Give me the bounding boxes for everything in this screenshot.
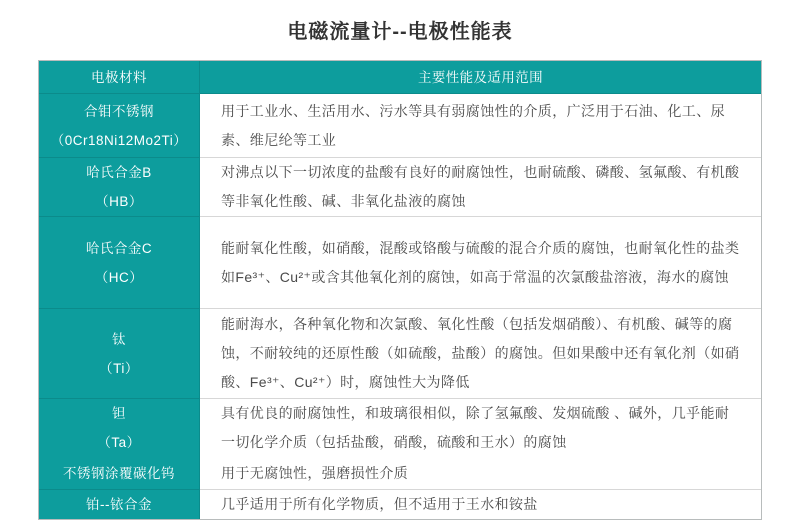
material-name: 哈氏合金C — [85, 240, 153, 256]
material-cell — [39, 490, 200, 519]
performance-text: 用于工业水、生活用水、污水等具有弱腐蚀性的介质，广泛用于石油、化工、尿素、维尼纶等工业 — [221, 102, 725, 148]
material-name: 合钼不锈钢 — [84, 103, 154, 119]
table-header-row — [39, 61, 761, 94]
material-cell — [39, 399, 200, 458]
performance-text: 能耐氧化性酸，如硝酸，混酸或铬酸与硫酸的混合介质的腐蚀，也耐氧化性的盐类如Fe³⁺、Cu²⁺或含其他氧化剂的腐蚀，如高于常温的次氯酸盐溶液，海水的腐蚀 — [221, 239, 740, 285]
material-name: 钽 — [112, 406, 126, 421]
table-row — [39, 457, 761, 490]
material-name: 哈氏合金B — [86, 165, 152, 180]
material-name: 铂--铱合金 — [86, 497, 152, 512]
table-row — [39, 217, 761, 309]
performance-cell — [200, 94, 761, 158]
table-row — [39, 158, 761, 217]
header-cell-material: 电极材料 — [39, 61, 200, 94]
material-symbol: （HC） — [94, 269, 144, 285]
material-cell — [39, 94, 200, 158]
material-symbol: （Ta） — [97, 435, 141, 450]
material-symbol: （Ti） — [99, 360, 139, 376]
performance-text: 能耐海水，各种氧化物和次氯酸、氧化性酸（包括发烟硝酸）、有机酸、碱等的腐蚀，不耐较纯的还原性酸（如硫酸，盐酸）的腐蚀。但如果酸中还有氧化剂（如硝酸、Fe³⁺、Cu²⁺）时，腐蚀性大为降低 — [221, 316, 740, 390]
material-symbol: （HB） — [95, 194, 143, 209]
performance-text: 几乎适用于所有化学物质，但不适用于王水和铵盐 — [221, 496, 538, 512]
performance-text: 对沸点以下一切浓度的盐酸有良好的耐腐蚀性，也耐硫酸、磷酸、氢氟酸、有机酸等非氧化性酸、碱、非氧化盐液的腐蚀 — [221, 164, 740, 209]
performance-cell — [200, 399, 761, 458]
table-row — [39, 490, 761, 519]
performance-cell — [200, 309, 761, 399]
performance-cell — [200, 490, 761, 519]
material-name: 不锈钢涂覆碳化钨 — [63, 465, 175, 481]
performance-text: 具有优良的耐腐蚀性，和玻璃很相似，除了氢氟酸、发烟硫酸 、碱外，几乎能耐一切化学介质（包括盐酸，硝酸，硫酸和王水）的腐蚀 — [221, 405, 730, 450]
electrode-performance-table — [38, 60, 762, 520]
material-name: 钛 — [112, 331, 126, 347]
material-symbol: （0Cr18Ni12Mo2Ti） — [50, 132, 188, 148]
table-row — [39, 94, 761, 158]
material-cell — [39, 158, 200, 217]
table-row — [39, 399, 761, 457]
table-row — [39, 309, 761, 399]
page-title: 电磁流量计--电极性能表 — [287, 21, 513, 43]
performance-cell — [200, 457, 761, 490]
performance-text: 用于无腐蚀性，强磨损性介质 — [221, 464, 409, 481]
performance-cell — [200, 158, 761, 217]
material-cell — [39, 217, 200, 309]
material-cell — [39, 457, 200, 490]
header-cell-performance: 主要性能及适用范围 — [200, 61, 761, 94]
material-cell — [39, 309, 200, 399]
performance-cell — [200, 217, 761, 309]
